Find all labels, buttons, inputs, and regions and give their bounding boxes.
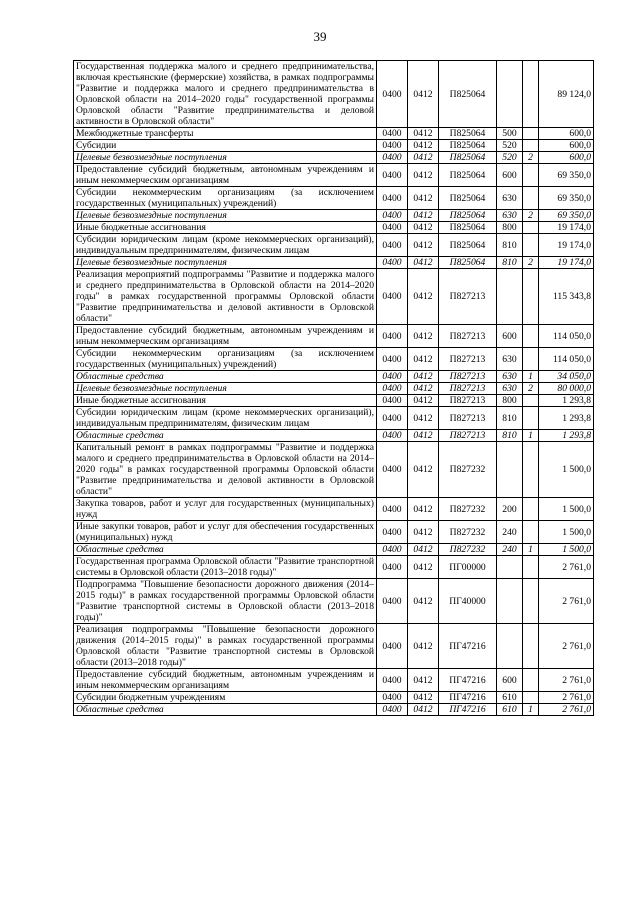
row-name-cell: Областные средства xyxy=(74,704,377,716)
row-name-cell: Закупка товаров, работ и услуг для государственных (муниципальных) нужд xyxy=(74,498,377,521)
funding-source-cell xyxy=(523,234,539,257)
subsection-code-cell: 0412 xyxy=(408,407,439,430)
funding-source-cell xyxy=(523,395,539,407)
expense-type-cell: 800 xyxy=(497,395,523,407)
section-code-cell: 0400 xyxy=(377,383,408,395)
table-row xyxy=(74,430,594,442)
target-article-cell: П825064 xyxy=(439,210,497,222)
page-number: 39 xyxy=(313,29,327,44)
amount-cell: 1 500,0 xyxy=(539,521,594,544)
row-name-cell: Иные бюджетные ассигнования xyxy=(74,222,377,234)
expense-type-cell: 610 xyxy=(497,704,523,716)
target-article-cell: П825064 xyxy=(439,61,497,128)
target-article-cell: П827232 xyxy=(439,442,497,498)
subsection-code-cell: 0412 xyxy=(408,164,439,187)
table-row xyxy=(74,579,594,624)
amount-cell: 19 174,0 xyxy=(539,234,594,257)
table-row xyxy=(74,140,594,152)
section-code-cell: 0400 xyxy=(377,187,408,210)
amount-cell: 69 350,0 xyxy=(539,164,594,187)
row-name-cell: Предоставление субсидий бюджетным, автономным учреждениям и иным некоммерческим организациям xyxy=(74,325,377,348)
row-name-cell: Межбюджетные трансферты xyxy=(74,128,377,140)
funding-source-cell: 2 xyxy=(523,152,539,164)
funding-source-cell xyxy=(523,269,539,325)
funding-source-cell: 2 xyxy=(523,383,539,395)
funding-source-cell xyxy=(523,692,539,704)
funding-source-cell: 1 xyxy=(523,704,539,716)
target-article-cell: П825064 xyxy=(439,140,497,152)
amount-cell: 69 350,0 xyxy=(539,210,594,222)
budget-table xyxy=(73,60,594,716)
table-row xyxy=(74,704,594,716)
expense-type-cell: 500 xyxy=(497,128,523,140)
section-code-cell: 0400 xyxy=(377,692,408,704)
row-name-cell: Государственная поддержка малого и среднего предпринимательства, включая крестьянские (фермерские) хозяйства, в рамках подпрограммы "Развитие и поддержка малого и среднего предпринимательства в Орловской области на 2014–2020 годы" государственной программы Орловской области "Развитие предпринимательства и деловой активности в Орловской области" xyxy=(74,61,377,128)
subsection-code-cell: 0412 xyxy=(408,521,439,544)
subsection-code-cell: 0412 xyxy=(408,257,439,269)
amount-cell: 114 050,0 xyxy=(539,325,594,348)
expense-type-cell xyxy=(497,442,523,498)
target-article-cell: П827232 xyxy=(439,498,497,521)
row-name-cell: Областные средства xyxy=(74,544,377,556)
section-code-cell: 0400 xyxy=(377,222,408,234)
target-article-cell: П825064 xyxy=(439,187,497,210)
subsection-code-cell: 0412 xyxy=(408,704,439,716)
target-article-cell: ПГ47216 xyxy=(439,704,497,716)
subsection-code-cell: 0412 xyxy=(408,325,439,348)
table-row xyxy=(74,544,594,556)
target-article-cell: П827213 xyxy=(439,325,497,348)
amount-cell: 80 000,0 xyxy=(539,383,594,395)
funding-source-cell xyxy=(523,61,539,128)
subsection-code-cell: 0412 xyxy=(408,140,439,152)
expense-type-cell: 630 xyxy=(497,371,523,383)
section-code-cell: 0400 xyxy=(377,704,408,716)
table-row xyxy=(74,152,594,164)
table-row xyxy=(74,61,594,128)
amount-cell: 600,0 xyxy=(539,140,594,152)
amount-cell: 2 761,0 xyxy=(539,669,594,692)
table-row xyxy=(74,222,594,234)
row-name-cell: Субсидии бюджетным учреждениям xyxy=(74,692,377,704)
row-name-cell: Подпрограмма "Повышение безопасности дорожного движения (2014–2015 годы)" в рамках государственной программы Орловской области "Развитие транспортной системы в Орловской области (2013–2018 годы)" xyxy=(74,579,377,624)
expense-type-cell: 600 xyxy=(497,164,523,187)
target-article-cell: П827213 xyxy=(439,371,497,383)
amount-cell: 115 343,8 xyxy=(539,269,594,325)
target-article-cell: П825064 xyxy=(439,257,497,269)
funding-source-cell: 1 xyxy=(523,430,539,442)
target-article-cell: П827232 xyxy=(439,544,497,556)
expense-type-cell: 630 xyxy=(497,210,523,222)
row-name-cell: Реализация подпрограммы "Повышение безопасности дорожного движения (2014–2015 годы)" в рамках государственной программы Орловской области "Развитие транспортной системы в Орловской области (2013–2018 годы)" xyxy=(74,624,377,669)
subsection-code-cell: 0412 xyxy=(408,556,439,579)
funding-source-cell: 2 xyxy=(523,210,539,222)
table-row xyxy=(74,348,594,371)
target-article-cell: П825064 xyxy=(439,234,497,257)
section-code-cell: 0400 xyxy=(377,371,408,383)
table-row xyxy=(74,128,594,140)
table-row xyxy=(74,624,594,669)
subsection-code-cell: 0412 xyxy=(408,348,439,371)
expense-type-cell xyxy=(497,556,523,579)
table-row xyxy=(74,669,594,692)
target-article-cell: П825064 xyxy=(439,152,497,164)
funding-source-cell xyxy=(523,442,539,498)
row-name-cell: Целевые безвозмездные поступления xyxy=(74,383,377,395)
section-code-cell: 0400 xyxy=(377,407,408,430)
subsection-code-cell: 0412 xyxy=(408,128,439,140)
row-name-cell: Целевые безвозмездные поступления xyxy=(74,210,377,222)
expense-type-cell: 630 xyxy=(497,348,523,371)
target-article-cell: ПГ40000 xyxy=(439,579,497,624)
table-row xyxy=(74,234,594,257)
table-row xyxy=(74,257,594,269)
amount-cell: 2 761,0 xyxy=(539,624,594,669)
target-article-cell: П825064 xyxy=(439,128,497,140)
target-article-cell: ПГ47216 xyxy=(439,624,497,669)
subsection-code-cell: 0412 xyxy=(408,210,439,222)
funding-source-cell xyxy=(523,624,539,669)
amount-cell: 1 293,8 xyxy=(539,407,594,430)
target-article-cell: П827232 xyxy=(439,521,497,544)
amount-cell: 19 174,0 xyxy=(539,222,594,234)
subsection-code-cell: 0412 xyxy=(408,544,439,556)
row-name-cell: Целевые безвозмездные поступления xyxy=(74,152,377,164)
section-code-cell: 0400 xyxy=(377,579,408,624)
row-name-cell: Субсидии некоммерческим организациям (за исключением государственных (муниципальных) учреждений) xyxy=(74,187,377,210)
section-code-cell: 0400 xyxy=(377,521,408,544)
expense-type-cell: 800 xyxy=(497,222,523,234)
target-article-cell: ПГ00000 xyxy=(439,556,497,579)
table-row xyxy=(74,442,594,498)
section-code-cell: 0400 xyxy=(377,269,408,325)
subsection-code-cell: 0412 xyxy=(408,692,439,704)
row-name-cell: Предоставление субсидий бюджетным, автономным учреждениям и иным некоммерческим организациям xyxy=(74,164,377,187)
table-row xyxy=(74,187,594,210)
funding-source-cell xyxy=(523,498,539,521)
table-row xyxy=(74,210,594,222)
section-code-cell: 0400 xyxy=(377,140,408,152)
expense-type-cell: 610 xyxy=(497,692,523,704)
row-name-cell: Областные средства xyxy=(74,430,377,442)
expense-type-cell xyxy=(497,61,523,128)
expense-type-cell: 810 xyxy=(497,234,523,257)
row-name-cell: Иные закупки товаров, работ и услуг для обеспечения государственных (муниципальных) нужд xyxy=(74,521,377,544)
expense-type-cell: 520 xyxy=(497,140,523,152)
table-row xyxy=(74,371,594,383)
target-article-cell: ПГ47216 xyxy=(439,669,497,692)
expense-type-cell: 600 xyxy=(497,669,523,692)
row-name-cell: Реализация мероприятий подпрограммы "Развитие и поддержка малого и среднего предпринимательства в Орловской области на 2014–2020 годы" в рамках государственной программы Орловской области "Развитие предпринимательства и деловой активности в Орловской области" xyxy=(74,269,377,325)
subsection-code-cell: 0412 xyxy=(408,61,439,128)
table-row xyxy=(74,521,594,544)
funding-source-cell xyxy=(523,521,539,544)
subsection-code-cell: 0412 xyxy=(408,624,439,669)
amount-cell: 600,0 xyxy=(539,128,594,140)
expense-type-cell: 630 xyxy=(497,383,523,395)
section-code-cell: 0400 xyxy=(377,61,408,128)
row-name-cell: Капитальный ремонт в рамках подпрограммы "Развитие и поддержка малого и среднего предпринимательства в Орловской области на 2014–2020 годы" в рамках государственной программы Орловской области "Развитие предпринимательства и деловой активности в Орловской области" xyxy=(74,442,377,498)
amount-cell: 600,0 xyxy=(539,152,594,164)
table-row xyxy=(74,383,594,395)
section-code-cell: 0400 xyxy=(377,234,408,257)
row-name-cell: Субсидии юридическим лицам (кроме некоммерческих организаций), индивидуальным предпринимателям, физическим лицам xyxy=(74,234,377,257)
row-name-cell: Субсидии юридическим лицам (кроме некоммерческих организаций), индивидуальным предпринимателям, физическим лицам xyxy=(74,407,377,430)
amount-cell: 1 293,8 xyxy=(539,430,594,442)
table-row xyxy=(74,395,594,407)
amount-cell: 89 124,0 xyxy=(539,61,594,128)
row-name-cell: Субсидии некоммерческим организациям (за исключением государственных (муниципальных) учреждений) xyxy=(74,348,377,371)
funding-source-cell: 1 xyxy=(523,371,539,383)
section-code-cell: 0400 xyxy=(377,210,408,222)
section-code-cell: 0400 xyxy=(377,325,408,348)
amount-cell: 2 761,0 xyxy=(539,704,594,716)
subsection-code-cell: 0412 xyxy=(408,579,439,624)
funding-source-cell xyxy=(523,348,539,371)
row-name-cell: Государственная программа Орловской области "Развитие транспортной системы в Орловской области (2013–2018 годы)" xyxy=(74,556,377,579)
row-name-cell: Предоставление субсидий бюджетным, автономным учреждениям и иным некоммерческим организациям xyxy=(74,669,377,692)
subsection-code-cell: 0412 xyxy=(408,152,439,164)
target-article-cell: П827213 xyxy=(439,430,497,442)
amount-cell: 34 050,0 xyxy=(539,371,594,383)
subsection-code-cell: 0412 xyxy=(408,383,439,395)
target-article-cell: П827213 xyxy=(439,348,497,371)
expense-type-cell: 600 xyxy=(497,325,523,348)
target-article-cell: П827213 xyxy=(439,269,497,325)
target-article-cell: П827213 xyxy=(439,407,497,430)
table-row xyxy=(74,556,594,579)
table-row xyxy=(74,692,594,704)
expense-type-cell: 630 xyxy=(497,187,523,210)
row-name-cell: Целевые безвозмездные поступления xyxy=(74,257,377,269)
table-row xyxy=(74,269,594,325)
amount-cell: 1 500,0 xyxy=(539,498,594,521)
target-article-cell: П827213 xyxy=(439,383,497,395)
section-code-cell: 0400 xyxy=(377,669,408,692)
section-code-cell: 0400 xyxy=(377,442,408,498)
target-article-cell: П825064 xyxy=(439,222,497,234)
section-code-cell: 0400 xyxy=(377,128,408,140)
expense-type-cell: 240 xyxy=(497,544,523,556)
amount-cell: 2 761,0 xyxy=(539,556,594,579)
funding-source-cell xyxy=(523,222,539,234)
amount-cell: 2 761,0 xyxy=(539,579,594,624)
row-name-cell: Областные средства xyxy=(74,371,377,383)
expense-type-cell xyxy=(497,579,523,624)
funding-source-cell xyxy=(523,556,539,579)
amount-cell: 1 500,0 xyxy=(539,544,594,556)
section-code-cell: 0400 xyxy=(377,624,408,669)
amount-cell: 114 050,0 xyxy=(539,348,594,371)
amount-cell: 2 761,0 xyxy=(539,692,594,704)
row-name-cell: Субсидии xyxy=(74,140,377,152)
subsection-code-cell: 0412 xyxy=(408,669,439,692)
table-row xyxy=(74,407,594,430)
table-row xyxy=(74,325,594,348)
funding-source-cell xyxy=(523,407,539,430)
subsection-code-cell: 0412 xyxy=(408,234,439,257)
subsection-code-cell: 0412 xyxy=(408,371,439,383)
funding-source-cell xyxy=(523,325,539,348)
subsection-code-cell: 0412 xyxy=(408,269,439,325)
section-code-cell: 0400 xyxy=(377,498,408,521)
subsection-code-cell: 0412 xyxy=(408,222,439,234)
funding-source-cell xyxy=(523,187,539,210)
budget-table-body xyxy=(74,61,594,716)
subsection-code-cell: 0412 xyxy=(408,498,439,521)
expense-type-cell xyxy=(497,624,523,669)
subsection-code-cell: 0412 xyxy=(408,442,439,498)
expense-type-cell: 520 xyxy=(497,152,523,164)
section-code-cell: 0400 xyxy=(377,164,408,187)
funding-source-cell xyxy=(523,128,539,140)
funding-source-cell xyxy=(523,164,539,187)
row-name-cell: Иные бюджетные ассигнования xyxy=(74,395,377,407)
expense-type-cell: 810 xyxy=(497,407,523,430)
subsection-code-cell: 0412 xyxy=(408,395,439,407)
section-code-cell: 0400 xyxy=(377,544,408,556)
amount-cell: 69 350,0 xyxy=(539,187,594,210)
amount-cell: 1 500,0 xyxy=(539,442,594,498)
section-code-cell: 0400 xyxy=(377,152,408,164)
section-code-cell: 0400 xyxy=(377,556,408,579)
expense-type-cell xyxy=(497,269,523,325)
table-row xyxy=(74,498,594,521)
section-code-cell: 0400 xyxy=(377,395,408,407)
expense-type-cell: 240 xyxy=(497,521,523,544)
expense-type-cell: 200 xyxy=(497,498,523,521)
subsection-code-cell: 0412 xyxy=(408,430,439,442)
amount-cell: 19 174,0 xyxy=(539,257,594,269)
subsection-code-cell: 0412 xyxy=(408,187,439,210)
section-code-cell: 0400 xyxy=(377,348,408,371)
funding-source-cell: 1 xyxy=(523,544,539,556)
funding-source-cell xyxy=(523,140,539,152)
expense-type-cell: 810 xyxy=(497,257,523,269)
amount-cell: 1 293,8 xyxy=(539,395,594,407)
section-code-cell: 0400 xyxy=(377,430,408,442)
funding-source-cell xyxy=(523,579,539,624)
funding-source-cell xyxy=(523,669,539,692)
target-article-cell: П827213 xyxy=(439,395,497,407)
target-article-cell: ПГ47216 xyxy=(439,692,497,704)
expense-type-cell: 810 xyxy=(497,430,523,442)
table-row xyxy=(74,164,594,187)
target-article-cell: П825064 xyxy=(439,164,497,187)
section-code-cell: 0400 xyxy=(377,257,408,269)
funding-source-cell: 2 xyxy=(523,257,539,269)
